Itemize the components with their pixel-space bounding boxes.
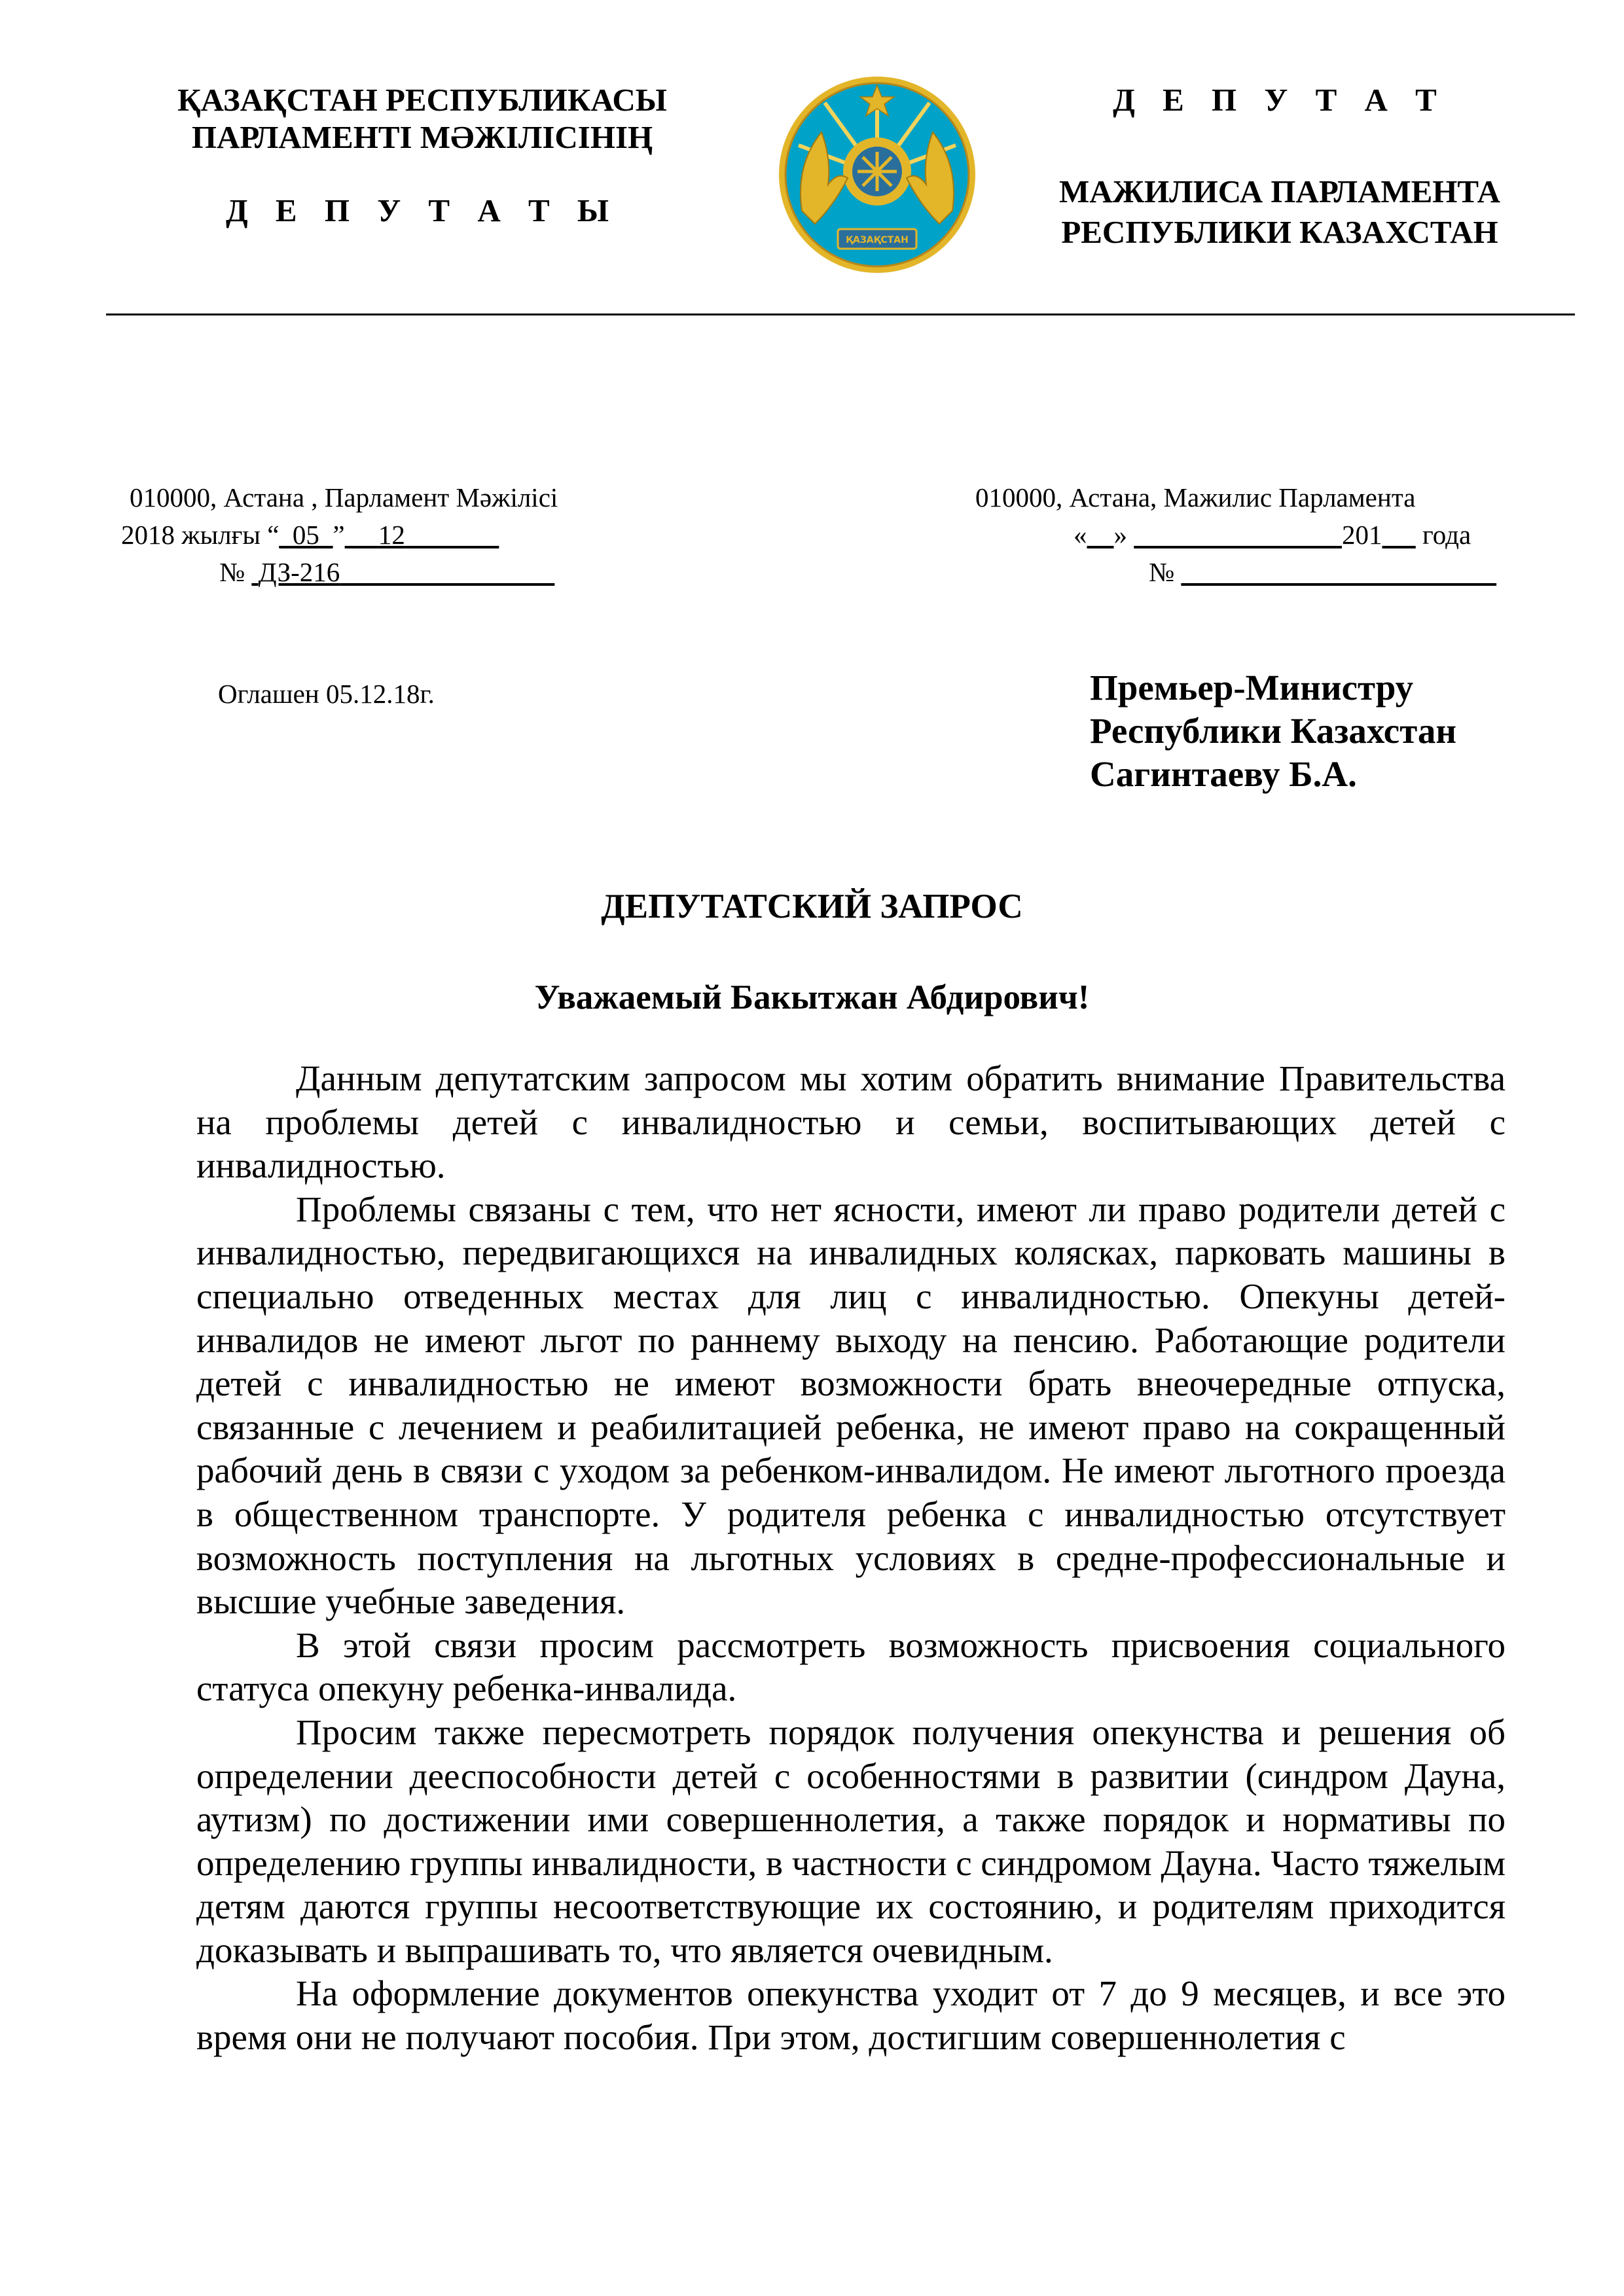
body-text [196,1057,1506,2060]
meta-right-year-blank [1382,520,1416,550]
header-right-line1: Д Е П У Т А Т [1113,82,1447,118]
meta-right-address: 010000, Астана, Мажилис Парламента [975,482,1416,512]
header-left-line3: Д Е П У Т А Т Ы [225,192,619,228]
header-left-line1: ҚАЗАҚСТАН РЕСПУБЛИКАСЫ [177,82,667,118]
state-emblem-icon [776,73,979,276]
header-right-line3: РЕСПУБЛИКИ КАЗАХСТАН [1061,214,1498,250]
announced-note: Оглашен 05.12.18г. [218,679,435,709]
paragraph-2: Проблемы связаны с тем, что нет ясности, имеют ли право родители детей с инвалидностью, передвигающихся на инвалидных колясках, парковать машины в специально отведенных местах для лиц с инвалидностью. Опекуны детей-инвалидов не имеют льгот по раннему выходу на пенсию. Работающие родители детей с инвалидностью не имеют возможности брать внеочередные отпуска, связанные с лечением и реабилитацией ребенка, не имеют право на сокращенный рабочий день в связи с уходом за ребенком-инвалидом. Не имеют льготного проезда в общественном транспорте. У родителя ребенка с инвалидностью отсутствует возможность поступления на льготных условиях в средне-профессиональные и высшие учебные заведения. [196,1189,1506,1622]
meta-left-date [121,516,499,553]
paragraph-4: Просим также пересмотреть порядок получения опекунства и решения об определении дееспособности детей с особенностями в развитии (синдром Дауна, аутизм) по достижении ими совершеннолетия, а также порядок и нормативы по определению группы инвалидности, в частности с синдромом Дауна. Часто тяжелым детям даются группы несоответствующие их состоянию, и родителям приходится доказывать и выпрашивать то, что является очевидным. [196,1712,1506,1970]
addressee-line3: Сагинтаеву Б.А. [1090,754,1357,794]
meta-left-number-prefix: № [219,557,252,587]
meta-right-date-close: » [1113,520,1127,550]
paragraph-5: На оформление документов опекунства уходит от 7 до 9 месяцев, и все это время они не получают пособия. При этом, достигшим совершеннолетия с [196,1973,1506,2058]
meta-right-month-blank [1134,520,1342,550]
meta-right-number [1149,554,1496,590]
paragraph-1: Данным депутатским запросом мы хотим обратить внимание Правительства на проблемы детей с инвалидностью и семьи, воспитывающих детей с инвалидностью. [196,1058,1506,1186]
addressee-line1: Премьер-Министру [1090,668,1414,708]
meta-left-date-prefix: 2018 жылғы “ [121,520,280,550]
meta-right-number-blank [1181,557,1496,587]
header-right-line2: МАЖИЛИСА ПАРЛАМЕНТА [1058,173,1501,209]
meta-right-day-blank [1087,520,1114,550]
meta-right-year-suffix: года [1415,520,1471,550]
paragraph-3: В этой связи просим рассмотреть возможность присвоения социального статуса опекуну ребенка-инвалида. [196,1624,1506,1709]
meta-left-number [219,554,554,590]
header-left-line2: ПАРЛАМЕНТІ МӘЖІЛІСІНІҢ [191,119,653,155]
meta-left-month: 12 [378,520,405,550]
emblem-inscription: ҚАЗАҚСТАН [846,235,909,245]
meta-left-number-value: ДЗ-216 [258,557,340,587]
meta-right-number-prefix: № [1149,557,1182,587]
meta-right-year-prefix: 201 [1342,520,1382,550]
header-divider [106,314,1575,315]
meta-left-address: 010000, Астана , Парламент Мәжілісі [130,482,558,512]
addressee-line2: Республики Казахстан [1090,711,1457,751]
salutation: Уважаемый Бакытжан Абдирович! [534,978,1090,1016]
meta-left-day: _05_ [279,520,333,550]
meta-right-date-open: « [1074,520,1087,550]
meta-left-date-mid: ” [333,520,345,550]
document-title: ДЕПУТАТСКИЙ ЗАПРОС [601,888,1023,925]
meta-right-date [1074,516,1471,553]
